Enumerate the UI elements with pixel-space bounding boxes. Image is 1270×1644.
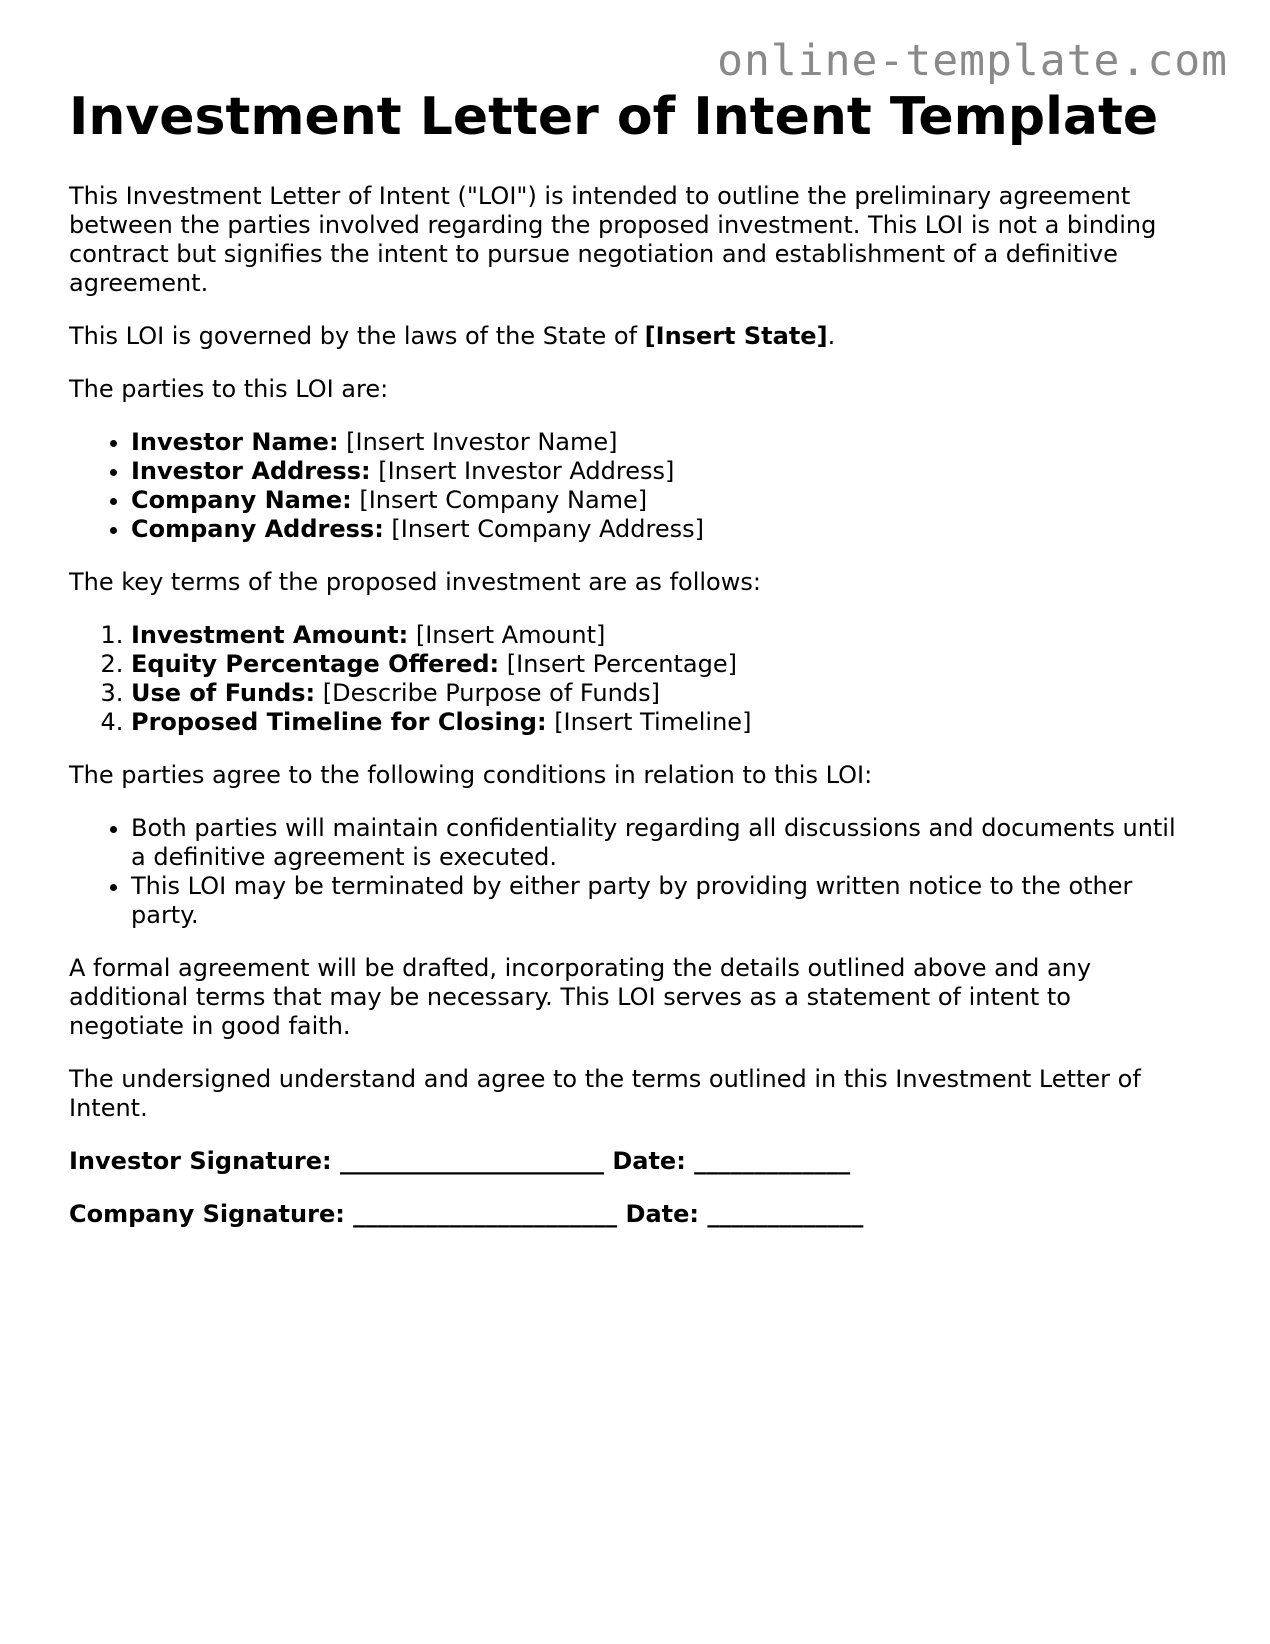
company-signature-line: Company Signature: ______________________ Date: _____________ (69, 1199, 864, 1228)
term-value: [Insert Timeline] (546, 707, 752, 736)
term-label: Use of Funds: (131, 678, 316, 707)
term-label: Proposed Timeline for Closing: (131, 707, 547, 736)
term-value: [Insert Percentage] (499, 649, 737, 678)
parties-list (69, 428, 1189, 544)
party-value: [Insert Company Address] (383, 514, 704, 543)
term-label: Investment Amount: (131, 620, 409, 649)
watermark: online-template.com (717, 36, 1228, 86)
party-label: Investor Name: (131, 427, 339, 456)
list-item: • Both parties will maintain confidentiality regarding all discussions and documents until a definitive agreement is executed. (131, 814, 1189, 872)
investor-signature-line: Investor Signature: ______________________ Date: _____________ (69, 1146, 851, 1175)
governing-prefix: This LOI is governed by the laws of the State of (69, 321, 645, 350)
list-item (131, 428, 1189, 457)
party-value: [Insert Company Name] (351, 485, 648, 514)
party-value: [Insert Investor Address] (370, 456, 675, 485)
party-value: [Insert Investor Name] (338, 427, 618, 456)
list-item (131, 621, 1189, 650)
list-item (131, 679, 1189, 708)
governing-suffix: . (827, 321, 836, 350)
conditions-intro: The parties agree to the following conditions in relation to this LOI: (69, 760, 873, 789)
parties-intro: The parties to this LOI are: (69, 374, 389, 403)
list-item (131, 486, 1189, 515)
party-label: Company Name: (131, 485, 352, 514)
formal-agreement-paragraph: A formal agreement will be drafted, incorporating the details outlined above and any additional terms that may be necessary. This LOI serves as a statement of intent to negotiate in good faith. (69, 953, 1092, 1040)
term-value: [Insert Amount] (408, 620, 606, 649)
term-value: [Describe Purpose of Funds] (315, 678, 660, 707)
document-title: Investment Letter of Intent Template (69, 87, 1159, 147)
list-item (131, 515, 1189, 544)
document-page (69, 88, 1189, 1253)
governing-law-paragraph (69, 322, 1189, 351)
list-item (131, 650, 1189, 679)
governing-state: [Insert State] (644, 321, 828, 350)
conditions-list (69, 814, 1189, 930)
term-label: Equity Percentage Offered: (131, 649, 500, 678)
terms-list (69, 621, 1189, 737)
intro-paragraph: This Investment Letter of Intent ("LOI") is intended to outline the preliminary agreement between the parties involved regarding the proposed investment. This LOI is not a binding contract but signifies the intent to pursue negotiation and establishment of a definitive agreement. (69, 181, 1157, 297)
party-label: Company Address: (131, 514, 384, 543)
list-item (131, 457, 1189, 486)
list-item: • This LOI may be terminated by either party by providing written notice to the other party. (131, 872, 1189, 930)
terms-intro: The key terms of the proposed investment are as follows: (69, 567, 761, 596)
party-label: Investor Address: (131, 456, 371, 485)
undersigned-paragraph: The undersigned understand and agree to the terms outlined in this Investment Letter of Intent. (69, 1064, 1141, 1122)
list-item (131, 708, 1189, 737)
